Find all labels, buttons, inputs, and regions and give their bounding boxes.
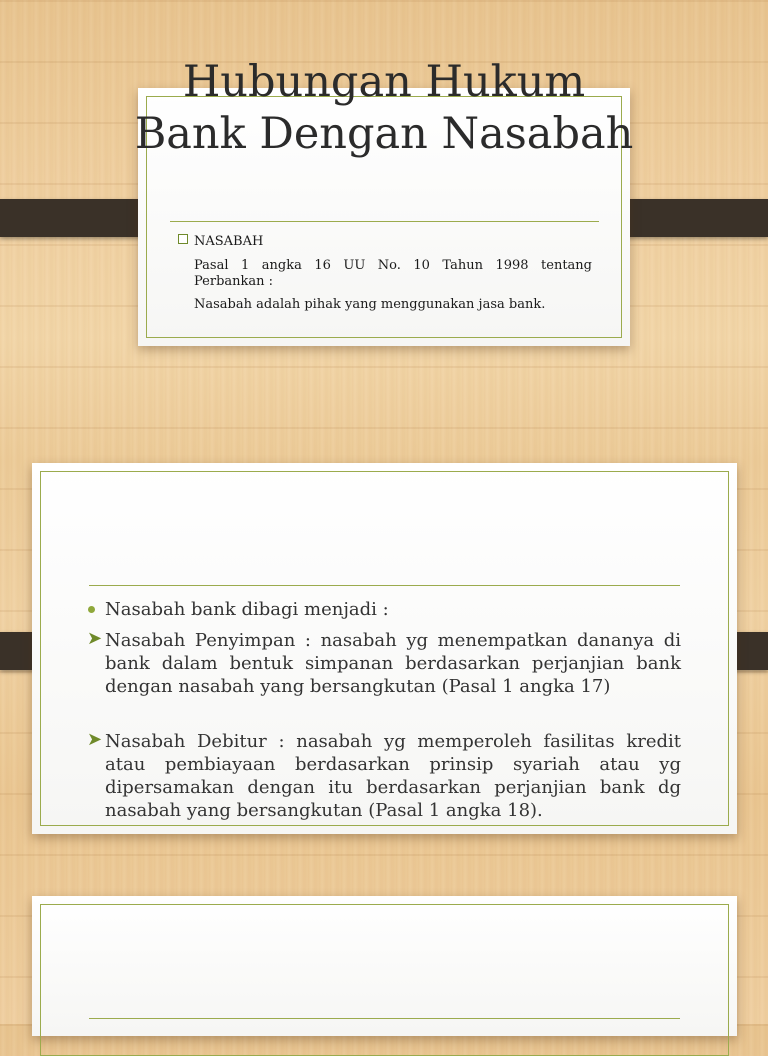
pasal-reference-line2: Perbankan : bbox=[194, 274, 274, 289]
slide-frame bbox=[40, 904, 729, 1056]
left-strap-top bbox=[0, 199, 156, 237]
pasal-reference-line1: Pasal 1 angka 16 UU No. 10 Tahun 1998 tentang bbox=[194, 258, 592, 273]
title-divider bbox=[170, 221, 599, 222]
round-bullet-icon bbox=[88, 606, 95, 613]
list-item-penyimpan: Nasabah Penyimpan : nasabah yg menempatkan dananya di bank dalam bentuk simpanan berdasarkan perjanjian bank dengan nasabah yang bersangkutan (Pasal 1 angka 17) bbox=[105, 630, 681, 697]
slide-3 bbox=[32, 896, 737, 1036]
definition-text: Nasabah adalah pihak yang menggunakan jasa bank. bbox=[194, 297, 546, 312]
slide-2 bbox=[32, 463, 737, 834]
right-strap-top bbox=[613, 199, 768, 237]
title-divider bbox=[89, 585, 680, 586]
bullet-heading: NASABAH bbox=[194, 234, 264, 249]
title-divider bbox=[89, 1018, 680, 1019]
square-bullet-icon bbox=[178, 234, 188, 244]
list-item-debitur: Nasabah Debitur : nasabah yg memperoleh fasilitas kredit atau pembiayaan berdasarkan prinsip syariah atau yg dipersamakan dengan itu berdasarkan perjanjian bank dg nasabah yang bersangkutan (Pasal 1 angka 18). bbox=[105, 731, 681, 821]
arrow-bullet-icon: ➤ bbox=[87, 628, 103, 649]
intro-text: Nasabah bank dibagi menjadi : bbox=[105, 599, 389, 620]
slide-title: Hubungan Hukum Bank Dengan Nasabah bbox=[134, 57, 634, 159]
arrow-bullet-icon: ➤ bbox=[87, 729, 103, 750]
